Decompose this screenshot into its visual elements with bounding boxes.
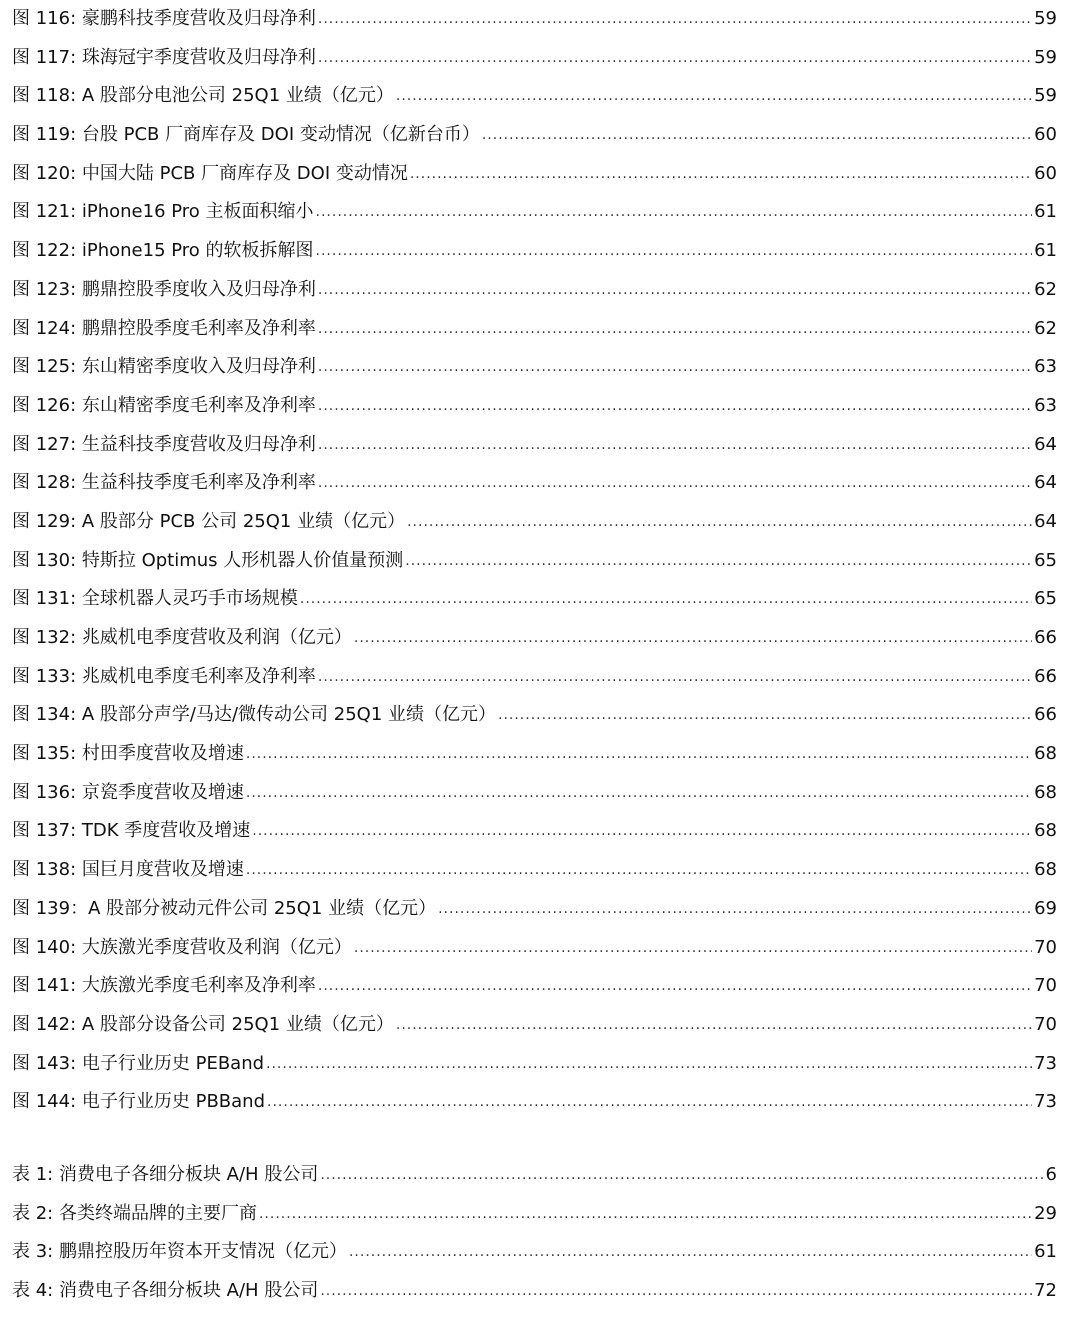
page-number: 68 <box>1034 820 1057 842</box>
figure-entry[interactable] <box>12 310 1057 349</box>
page-number: 60 <box>1034 124 1057 146</box>
figure-entry[interactable] <box>12 271 1057 310</box>
entry-label: 图 129: A 股部分 PCB 公司 25Q1 业绩（亿元） <box>12 510 406 532</box>
entry-label: 图 142: A 股部分设备公司 25Q1 业绩（亿元） <box>12 1013 394 1035</box>
table-of-contents <box>12 0 1057 1311</box>
dot-leader <box>320 1272 1032 1311</box>
figure-entry[interactable] <box>12 77 1057 116</box>
dot-leader <box>318 464 1032 503</box>
section-gap <box>12 1122 1057 1156</box>
entry-label: 图 116: 豪鹏科技季度营收及归母净利 <box>12 8 316 29</box>
dot-leader <box>354 619 1032 658</box>
dot-leader <box>246 774 1032 813</box>
table-entry[interactable] <box>12 1272 1057 1311</box>
page-number: 62 <box>1034 278 1057 300</box>
figure-list <box>12 0 1057 1122</box>
figure-entry[interactable] <box>12 155 1057 194</box>
page-number: 73 <box>1034 1091 1057 1113</box>
page-number: 61 <box>1034 240 1057 262</box>
figure-entry[interactable] <box>12 542 1057 581</box>
entry-label: 图 125: 东山精密季度收入及归母净利 <box>12 356 316 378</box>
dot-leader <box>410 155 1032 194</box>
entry-label: 图 139：A 股部分被动元件公司 25Q1 业绩（亿元） <box>12 897 437 919</box>
dot-leader <box>396 1006 1032 1045</box>
figure-entry[interactable] <box>12 696 1057 735</box>
entry-label: 图 133: 兆威机电季度毛利率及净利率 <box>12 665 316 687</box>
figure-entry[interactable] <box>12 735 1057 774</box>
figure-entry[interactable] <box>12 503 1057 542</box>
entry-label: 图 121: iPhone16 Pro 主板面积缩小 <box>12 201 314 223</box>
page-number: 62 <box>1034 317 1057 339</box>
table-list <box>12 1156 1057 1311</box>
figure-entry[interactable] <box>12 890 1057 929</box>
table-entry[interactable] <box>12 1233 1057 1272</box>
page-number: 65 <box>1034 588 1057 610</box>
dot-leader <box>482 116 1032 155</box>
figure-entry[interactable] <box>12 116 1057 155</box>
entry-label: 图 124: 鹏鼎控股季度毛利率及净利率 <box>12 317 316 339</box>
figure-entry[interactable] <box>12 967 1057 1006</box>
figure-entry[interactable] <box>12 232 1057 271</box>
figure-entry[interactable] <box>12 580 1057 619</box>
page-number: 63 <box>1034 356 1057 378</box>
dot-leader <box>246 735 1032 774</box>
entry-label: 表 3: 鹏鼎控股历年资本开支情况（亿元） <box>12 1241 347 1263</box>
dot-leader <box>405 542 1032 581</box>
figure-entry[interactable] <box>12 0 1057 39</box>
page-number: 66 <box>1034 665 1057 687</box>
page-number: 64 <box>1034 433 1057 455</box>
dot-leader <box>320 1156 1043 1195</box>
entry-label: 图 128: 生益科技季度毛利率及净利率 <box>12 472 316 494</box>
entry-label: 图 119: 台股 PCB 厂商库存及 DOI 变动情况（亿新台币） <box>12 124 480 146</box>
figure-entry[interactable] <box>12 774 1057 813</box>
page-number: 59 <box>1034 85 1057 107</box>
entry-label: 表 4: 消费电子各细分板块 A/H 股公司 <box>12 1280 319 1301</box>
page-number: 61 <box>1034 1241 1057 1263</box>
page-number: 61 <box>1034 201 1057 223</box>
page-number: 59 <box>1034 46 1057 68</box>
page-number: 65 <box>1034 549 1057 571</box>
entry-label: 图 138: 国巨月度营收及增速 <box>12 859 244 881</box>
page-number: 60 <box>1034 162 1057 184</box>
entry-label: 图 143: 电子行业历史 PEBand <box>12 1052 265 1074</box>
figure-entry[interactable] <box>12 1006 1057 1045</box>
entry-label: 图 137: TDK 季度营收及增速 <box>12 820 251 842</box>
page-number: 59 <box>1034 8 1057 29</box>
table-entry[interactable] <box>12 1195 1057 1234</box>
dot-leader <box>316 193 1033 232</box>
entry-label: 图 126: 东山精密季度毛利率及净利率 <box>12 394 316 416</box>
dot-leader <box>266 1045 1032 1084</box>
dot-leader <box>267 1083 1032 1122</box>
entry-label: 图 144: 电子行业历史 PBBand <box>12 1091 266 1113</box>
figure-entry[interactable] <box>12 929 1057 968</box>
figure-entry[interactable] <box>12 1083 1057 1122</box>
figure-entry[interactable] <box>12 39 1057 78</box>
figure-entry[interactable] <box>12 348 1057 387</box>
figure-entry[interactable] <box>12 658 1057 697</box>
dot-leader <box>318 0 1032 39</box>
dot-leader <box>318 658 1032 697</box>
figure-entry[interactable] <box>12 812 1057 851</box>
dot-leader <box>349 1233 1032 1272</box>
dot-leader <box>316 232 1033 271</box>
dot-leader <box>318 348 1032 387</box>
entry-label: 图 134: A 股部分声学/马达/微传动公司 25Q1 业绩（亿元） <box>12 704 496 726</box>
entry-label: 图 140: 大族激光季度营收及利润（亿元） <box>12 936 352 958</box>
dot-leader <box>318 387 1032 426</box>
page-number: 68 <box>1034 743 1057 765</box>
page-number: 73 <box>1034 1052 1057 1074</box>
page-number: 70 <box>1034 1013 1057 1035</box>
dot-leader <box>259 1195 1032 1234</box>
figure-entry[interactable] <box>12 619 1057 658</box>
dot-leader <box>354 929 1032 968</box>
figure-entry[interactable] <box>12 387 1057 426</box>
table-entry[interactable] <box>12 1156 1057 1195</box>
figure-entry[interactable] <box>12 426 1057 465</box>
entry-label: 图 118: A 股部分电池公司 25Q1 业绩（亿元） <box>12 85 394 107</box>
dot-leader <box>438 890 1032 929</box>
page-number: 68 <box>1034 859 1057 881</box>
page-number: 66 <box>1034 704 1057 726</box>
dot-leader <box>407 503 1032 542</box>
entry-label: 图 132: 兆威机电季度营收及利润（亿元） <box>12 627 352 648</box>
dot-leader <box>396 77 1032 116</box>
dot-leader <box>498 696 1032 735</box>
figure-entry[interactable] <box>12 464 1057 503</box>
figure-entry[interactable] <box>12 193 1057 232</box>
dot-leader <box>252 812 1032 851</box>
page-number: 29 <box>1034 1202 1057 1224</box>
page-number: 64 <box>1034 472 1057 494</box>
dot-leader <box>318 967 1032 1006</box>
dot-leader <box>318 426 1032 465</box>
dot-leader <box>318 310 1032 349</box>
page-number: 6 <box>1045 1163 1057 1185</box>
page-number: 69 <box>1034 897 1057 919</box>
entry-label: 表 1: 消费电子各细分板块 A/H 股公司 <box>12 1163 319 1185</box>
page-number: 64 <box>1034 510 1057 532</box>
entry-label: 图 135: 村田季度营收及增速 <box>12 743 244 765</box>
dot-leader <box>246 851 1032 890</box>
figure-entry[interactable] <box>12 851 1057 890</box>
page-number: 70 <box>1034 936 1057 958</box>
entry-label: 图 136: 京瓷季度营收及增速 <box>12 781 244 803</box>
page-number: 63 <box>1034 394 1057 416</box>
entry-label: 图 117: 珠海冠宇季度营收及归母净利 <box>12 46 316 68</box>
dot-leader <box>318 39 1032 78</box>
entry-label: 图 141: 大族激光季度毛利率及净利率 <box>12 975 316 997</box>
dot-leader <box>318 271 1032 310</box>
page-number: 70 <box>1034 975 1057 997</box>
entry-label: 图 131: 全球机器人灵巧手市场规模 <box>12 588 298 610</box>
entry-label: 图 120: 中国大陆 PCB 厂商库存及 DOI 变动情况 <box>12 162 408 184</box>
page-number: 68 <box>1034 781 1057 803</box>
page-number: 72 <box>1034 1280 1057 1301</box>
figure-entry[interactable] <box>12 1045 1057 1084</box>
entry-label: 表 2: 各类终端品牌的主要厂商 <box>12 1202 257 1224</box>
entry-label: 图 122: iPhone15 Pro 的软板拆解图 <box>12 240 314 262</box>
dot-leader <box>300 580 1032 619</box>
entry-label: 图 123: 鹏鼎控股季度收入及归母净利 <box>12 278 316 300</box>
entry-label: 图 130: 特斯拉 Optimus 人形机器人价值量预测 <box>12 549 404 571</box>
page-number: 66 <box>1034 627 1057 648</box>
entry-label: 图 127: 生益科技季度营收及归母净利 <box>12 433 316 455</box>
